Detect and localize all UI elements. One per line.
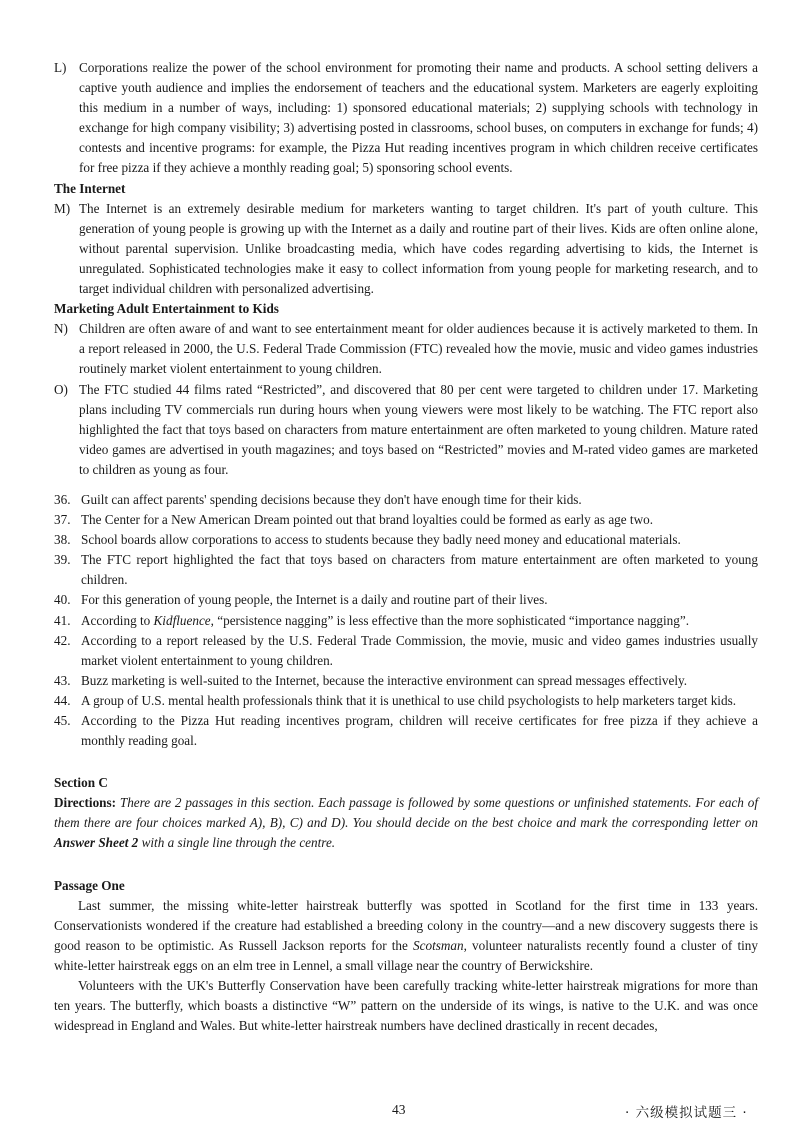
passage-paragraph-2: Volunteers with the UK's Butterfly Conservation have been carefully tracking white-letter hairstreak migrations for more than ten years. The butterfly, which boasts a distinctive “W” pattern on the underside of its wings, is native to the U.K. and was once widespread in England and Wales. But white-letter hairstreak numbers have declined drastically in recent decades, xyxy=(54,978,758,1034)
passage-title: Passage One xyxy=(54,877,125,893)
question-number: 36. xyxy=(54,491,71,507)
directions xyxy=(54,793,758,853)
paragraph-l xyxy=(54,58,758,179)
question-text: According to a report released by the U.S. Federal Trade Commission, the movie, music and video games industries usually market violent entertainment to young children. xyxy=(81,632,758,668)
paragraph-o xyxy=(54,380,758,480)
question-number: 41. xyxy=(54,612,71,628)
question-item xyxy=(54,631,758,671)
page-content xyxy=(54,58,758,1036)
question-number: 39. xyxy=(54,552,71,568)
page-number: 43 xyxy=(392,1102,406,1117)
question-text: Guilt can affect parents' spending decisions because they don't have enough time for their kids. xyxy=(81,491,582,507)
directions-text: There are 2 passages in this section. Each passage is followed by some questions or unfinished statements. For each of them there are four choices marked A), B), C) and D). You should decide on the best choice and mark the corresponding letter on xyxy=(54,795,758,831)
question-item xyxy=(54,530,758,550)
question-item xyxy=(54,691,758,711)
question-text-pre: According to xyxy=(81,612,154,628)
question-item xyxy=(54,490,758,510)
paragraph-text: Corporations realize the power of the school environment for promoting their name and products. A school setting delivers a captive youth audience and implies the endorsement of teachers and the educational system. Marketers are eagerly exploiting this medium in a number of ways, including: 1) sponsored educational materials; 2) supplying schools with technology in exchange for high company visibility; 3) advertising posted in classrooms, school buses, on computers in exchange for funds; 4) contests and incentive programs: for example, the Pizza Hut reading incentives program in which children receive certificates for free pizza if they achieve a monthly reading goal; 5) sponsoring school events. xyxy=(79,60,758,176)
question-text: The Center for a New American Dream pointed out that brand loyalties could be formed as early as age two. xyxy=(81,512,653,528)
passage-paragraph-1 xyxy=(54,896,758,976)
answer-sheet-label: Answer Sheet 2 xyxy=(54,835,139,851)
question-number: 38. xyxy=(54,532,71,548)
question-number: 43. xyxy=(54,672,71,688)
paragraph-m xyxy=(54,199,758,299)
directions-label: Directions: xyxy=(54,795,117,811)
newspaper-name: Scotsman xyxy=(413,937,464,953)
paragraph-n xyxy=(54,319,758,379)
paragraph-text: Children are often aware of and want to see entertainment meant for older audiences because it is actively marketed to them. In a report released in 2000, the U.S. Federal Trade Commission (FTC) revealed how the movie, music and video games industries routinely market violent entertainment to young children. xyxy=(79,321,758,377)
question-text: For this generation of young people, the Internet is a daily and routine part of their lives. xyxy=(81,592,548,608)
question-text xyxy=(81,611,758,631)
question-item xyxy=(54,510,758,530)
paragraph-marker: M) xyxy=(54,200,71,216)
passage-text-cont: , volunteer naturalists recently found a cluster of tiny white-letter hairstreak eggs on an elm tree in Lennel, a small village near the country of Berwickshire. xyxy=(54,937,758,973)
paragraph-text: The FTC studied 44 films rated “Restricted”, and discovered that 80 per cent were targeted to children under 17. Marketing plans including TV commercials run during hours when young viewers were most likely to be watching. The FTC report also highlighted the fact that toys based on characters from mature entertainment are often marketed to young children. Mature rated video games are advertised in youth magazines; and toys based on “Restricted” movies and M-rated video games are marketed to children as young as four. xyxy=(79,381,758,477)
question-number: 40. xyxy=(54,592,71,608)
book-title: Kidfluence xyxy=(153,612,211,628)
question-number: 37. xyxy=(54,512,71,528)
paragraph-marker: O) xyxy=(54,381,68,397)
question-item xyxy=(54,711,758,751)
question-text: According to the Pizza Hut reading incentives program, children will receive certificates for free pizza if they achieve a monthly reading goal. xyxy=(81,713,758,749)
paragraph-marker: N) xyxy=(54,321,68,337)
paragraph-text: The Internet is an extremely desirable medium for marketers wanting to target children. It's part of youth culture. This generation of young people is growing up with the Internet as a daily and routine part of their lives. Kids are often online alone, without parental supervision. Unlike broadcasting media, which have codes regarding advertising to kids, the Internet is unregulated. Sophisticated technologies make it easy to collect information from young people for marketing research, and to target individual children with personalized advertising. xyxy=(79,200,758,297)
question-text: School boards allow corporations to access to students because they badly need money and educational materials. xyxy=(81,532,681,548)
question-number: 42. xyxy=(54,632,71,648)
section-c-title: Section C xyxy=(54,775,108,791)
passage-text: Last summer, the missing white-letter hairstreak butterfly was spotted in Scotland for the first time in 133 years. Conservationists wondered if the creature had established a breeding colony in the country—and a new discovery suggests there is good reason to be optimistic. As Russell Jackson reports for the xyxy=(54,897,758,953)
heading-internet: The Internet xyxy=(54,180,126,196)
question-item xyxy=(54,671,758,691)
paragraph-marker: L) xyxy=(54,60,67,75)
heading-adult-entertainment: Marketing Adult Entertainment to Kids xyxy=(54,301,279,317)
question-item xyxy=(54,611,758,631)
question-number: 45. xyxy=(54,713,71,728)
question-number: 44. xyxy=(54,692,71,708)
question-text: A group of U.S. mental health professionals think that it is unethical to use child psychologists to help marketers target kids. xyxy=(81,692,736,708)
question-item xyxy=(54,550,758,590)
question-text: Buzz marketing is well-suited to the Internet, because the interactive environment can spread messages effectively. xyxy=(81,672,688,688)
question-list xyxy=(54,490,758,751)
question-text: The FTC report highlighted the fact that toys based on characters from mature entertainment are often marketed to young children. xyxy=(81,552,758,588)
directions-text-end: with a single line through the centre. xyxy=(138,835,336,851)
question-text-post: , “persistence nagging” is less effective than the more sophisticated “importance nagging”. xyxy=(210,612,690,628)
question-item xyxy=(54,590,758,610)
footer-title: · 六级模拟试题三 · xyxy=(625,1105,748,1121)
